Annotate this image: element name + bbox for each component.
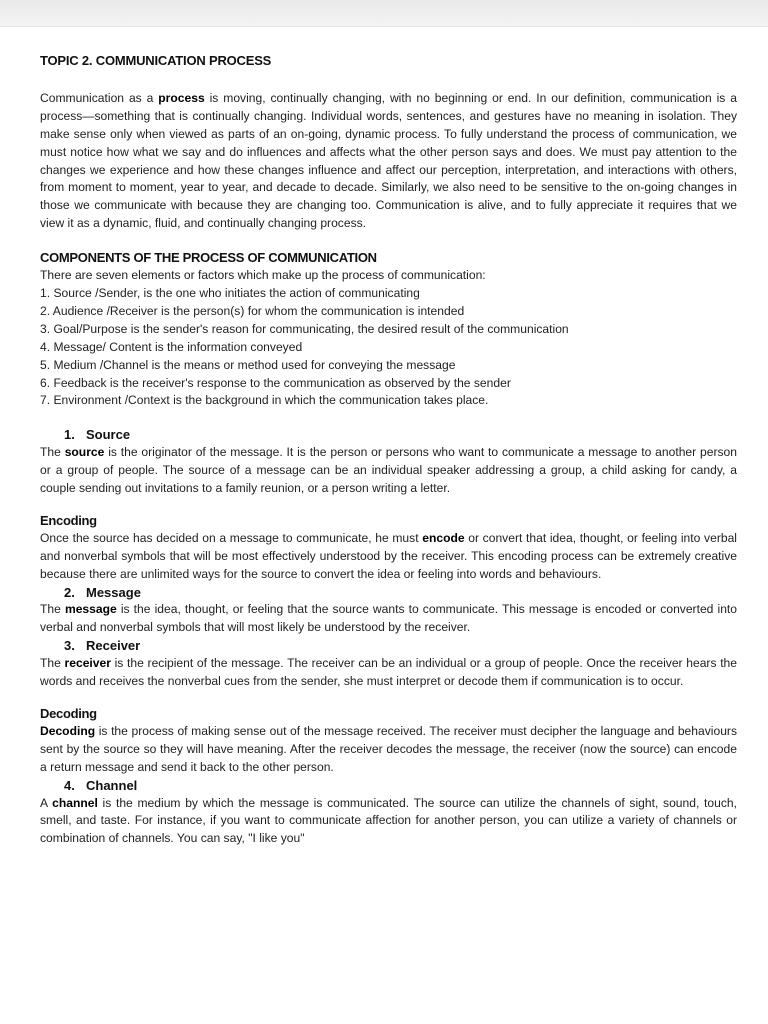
list-item: 5. Medium /Channel is the means or method used for conveying the message <box>40 357 456 372</box>
list-item: 7. Environment /Context is the background in which the communication takes place. <box>40 393 489 408</box>
decoding-heading: Decoding <box>40 706 97 721</box>
receiver-heading: 3. Receiver <box>64 638 141 654</box>
channel-heading: 4. Channel <box>64 777 138 793</box>
source-paragraph: The source is the originator of the message. It is the person or persons who want to communicate a message to another person or a group of people. The source of a message can be an individual speaker addressing a group, a child asking for candy, a couple sending out invitations to a family reunion, or a person writing a letter. <box>40 445 737 496</box>
keyword-source: source <box>64 445 105 460</box>
list-item: 2. Audience /Receiver is the person(s) for whom the communication is intended <box>40 303 465 318</box>
message-heading: 2. Message <box>64 584 141 600</box>
components-lead: There are seven elements or factors which make up the process of communication: <box>40 268 486 283</box>
encoding-heading: Encoding <box>40 512 97 528</box>
list-item: 6. Feedback is the receiver's response to the communication as observed by the sender <box>40 375 511 390</box>
message-paragraph: The message is the idea, thought, or feeling that the source wants to communicate. This message is encoded or converted into verbal and nonverbal symbols that will most likely be understood by the receiver. <box>40 602 738 635</box>
components-heading: COMPONENTS OF THE PROCESS OF COMMUNICATION <box>40 250 377 266</box>
components-list <box>40 285 737 410</box>
receiver-paragraph: The receiver is the recipient of the message. The receiver can be an individual or a group of people. Once the receiver hears the words and receives the nonverbal cues from the sender, she must interpret or decode them if communication is to occur. <box>40 656 738 689</box>
list-item: 3. Goal/Purpose is the sender's reason for communicating, the desired result of the communication <box>40 321 569 336</box>
keyword-message: message <box>64 602 117 617</box>
intro-paragraph: Communication as a process is moving, continually changing, with no beginning or end. In our definition, communication is a process—something that is continually changing. Individual words, sentences, and gestures have no meaning in isolation. They make sense only when viewed as parts of an on-going, dynamic process. To fully understand the process of communication, we must notice how what we say and do influences and affects what the other person says and does. We must pay attention to the changes we experience and how these changes influence and affect our perception, interpretation, and interactions with others, from moment to moment, year to year, and decade to decade. Similarly, we also need to be sensitive to the on-going changes in those we communicate with because they are changing too. Communication is alive, and to fully appreciate it requires that we view it as a dynamic, fluid, and continually changing process. <box>40 90 737 231</box>
keyword-encode: encode <box>422 530 465 545</box>
decoding-paragraph: Decoding is the process of making sense out of the message received. The receiver must decipher the language and behaviours sent by the source so they will have meaning. After the receiver decodes the message, the receiver (now the source) can encode a return message and send it back to the other person. <box>40 723 737 774</box>
viewer-top-bar <box>0 0 768 27</box>
channel-paragraph: A channel is the medium by which the message is communicated. The source can utilize the channels of sight, sound, touch, smell, and taste. For instance, if you want to communicate affection for another person, you can utilize a variety of channels or combination of channels. You can say, "I like you" <box>40 795 737 846</box>
page-title: TOPIC 2. COMMUNICATION PROCESS <box>40 53 272 68</box>
document-page <box>40 52 737 848</box>
list-item: 1. Source /Sender, is the one who initiates the action of communicating <box>40 285 420 300</box>
source-heading: 1. Source <box>64 427 131 443</box>
encoding-paragraph: Once the source has decided on a message to communicate, he must encode or convert that idea, thought, or feeling into verbal and nonverbal symbols that will be most effectively understood by the receiver. This encoding process can be extremely creative because there are unlimited ways for the source to convert the idea or feeling into words and behaviours. <box>40 530 737 581</box>
keyword-receiver: receiver <box>64 656 111 671</box>
keyword-channel: channel <box>52 795 98 810</box>
list-item: 4. Message/ Content is the information conveyed <box>40 339 303 354</box>
keyword-decoding: Decoding <box>40 723 96 738</box>
keyword-process: process <box>158 90 205 105</box>
